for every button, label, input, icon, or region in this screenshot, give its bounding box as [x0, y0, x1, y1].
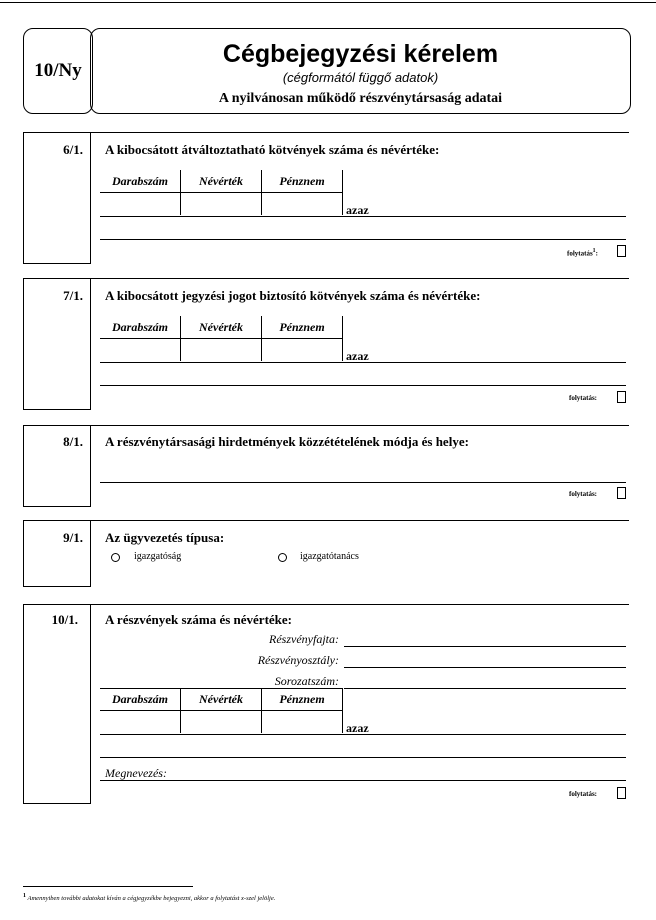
col-nevertek: Névérték [181, 316, 262, 339]
continuation-label: folytatás: [569, 394, 597, 402]
continuation-checkbox[interactable] [617, 487, 626, 499]
form-heading: A nyilvánosan működő részvénytársaság adatai [218, 91, 503, 106]
penznem-field[interactable] [262, 339, 343, 362]
col-penznem: Pénznem [262, 170, 343, 193]
option-igazgatotanacs-label: igazgatótanács [300, 551, 359, 562]
azaz-label: azaz [346, 349, 369, 363]
section-7-heading: A kibocsátott jegyzési jogot biztosító kötvények száma és névértéke: [105, 288, 481, 303]
col-darabszam: Darabszám [100, 688, 181, 711]
azaz-field[interactable] [100, 362, 626, 363]
section-10-number-box [23, 604, 91, 804]
darabszam-field[interactable] [100, 339, 181, 362]
option-igazgatosag-label: igazgatóság [134, 551, 182, 562]
section-7-top-rule [23, 278, 629, 279]
reszvenyfajta-label: Részvényfajta: [269, 632, 339, 646]
nevertek-field[interactable] [181, 339, 262, 362]
section-9-top-rule [23, 520, 629, 521]
table-top-rule [100, 688, 343, 689]
section-9-number: 9/1. [63, 530, 83, 545]
darabszam-field[interactable] [100, 193, 181, 216]
section-10-top-rule [23, 604, 629, 605]
form-subtitle: (cégformától függő adatok) [282, 70, 439, 85]
azaz-label: azaz [346, 203, 369, 217]
blank-line[interactable] [100, 385, 626, 386]
form-code: 10/Ny [34, 60, 82, 81]
nevertek-field[interactable] [181, 193, 262, 216]
section-7-table [100, 316, 343, 361]
section-8-top-rule [23, 425, 629, 426]
continuation-label: folytatás: [569, 790, 597, 798]
section-10-heading: A részvények száma és névértéke: [105, 612, 292, 627]
continuation-label: folytatás$^1$: [567, 248, 598, 258]
option-igazgatosag-radio[interactable] [111, 553, 120, 562]
megnevezes-label: Megnevezés: [105, 766, 167, 780]
blank-line[interactable] [100, 239, 626, 240]
azaz-field[interactable] [100, 216, 626, 217]
nevertek-field[interactable] [181, 711, 262, 734]
blank-line[interactable] [100, 757, 626, 758]
section-10-table [100, 688, 343, 733]
reszvenyfajta-field[interactable] [344, 646, 626, 647]
darabszam-field[interactable] [100, 711, 181, 734]
continuation-checkbox[interactable] [617, 787, 626, 799]
section-6-top-rule [23, 132, 629, 133]
continuation-checkbox[interactable] [617, 391, 626, 403]
reszvenyosztaly-field[interactable] [344, 667, 626, 668]
section-7-number: 7/1. [63, 288, 83, 303]
col-penznem: Pénznem [262, 688, 343, 711]
section-9-heading: Az ügyvezetés típusa: [105, 530, 225, 545]
continuation-label: folytatás: [569, 490, 597, 498]
penznem-field[interactable] [262, 193, 343, 216]
col-darabszam: Darabszám [100, 170, 181, 193]
col-nevertek: Névérték [181, 170, 262, 193]
section-8-number: 8/1. [63, 434, 83, 449]
section-10-number: 10/1. [51, 612, 78, 627]
col-darabszam: Darabszám [100, 316, 181, 339]
section-6-heading: A kibocsátott átváltoztatható kötvények száma és névértéke: [105, 142, 440, 157]
reszvenyosztaly-label: Részvényosztály: [257, 653, 339, 667]
sorozatszam-label: Sorozatszám: [274, 674, 339, 688]
continuation-checkbox[interactable] [617, 245, 626, 257]
section-8-heading: A részvénytársasági hirdetmények közzétételének módja és helye: [105, 434, 469, 449]
megnevezes-field[interactable] [100, 780, 626, 781]
col-nevertek: Névérték [181, 688, 262, 711]
azaz-field[interactable] [100, 734, 626, 735]
section-6-number: 6/1. [63, 142, 83, 157]
col-penznem: Pénznem [262, 316, 343, 339]
footnote: $^1$ Amennyiben további adatokat kíván a cégjegyzékbe bejegyezni, akkor a folytatást x-szel jelölje. [23, 893, 276, 903]
azaz-label: azaz [346, 721, 369, 735]
form-title: Cégbejegyzési kérelem [222, 40, 499, 68]
footnote-rule [23, 886, 193, 887]
top-rule [0, 2, 656, 3]
blank-line[interactable] [100, 482, 626, 483]
section-6-table [100, 170, 343, 215]
penznem-field[interactable] [262, 711, 343, 734]
sorozatszam-field[interactable] [344, 688, 626, 689]
option-igazgatotanacs-radio[interactable] [278, 553, 287, 562]
